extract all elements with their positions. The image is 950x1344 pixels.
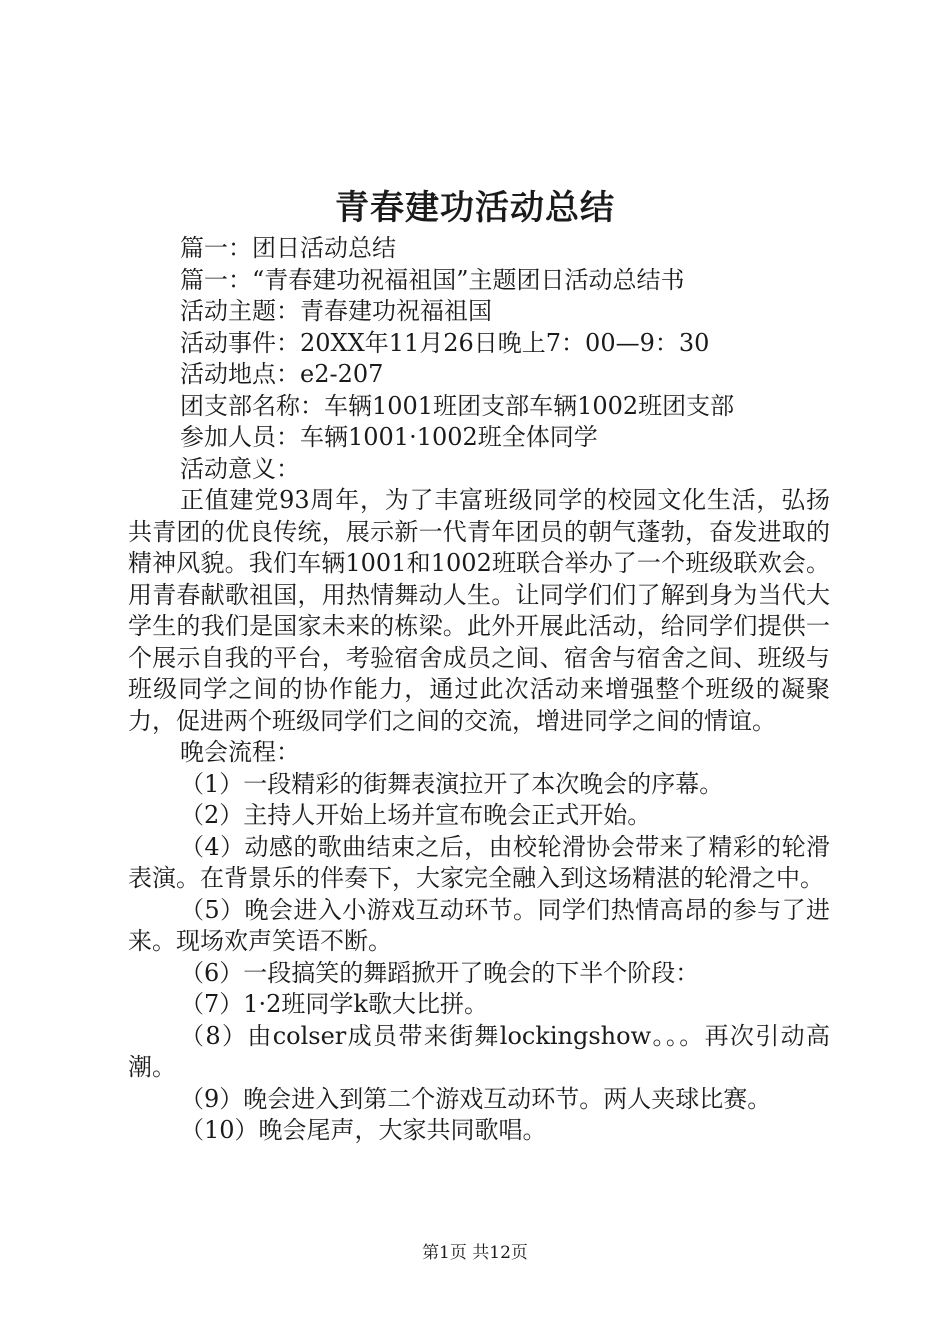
page-footer: 第1页 共12页 xyxy=(422,1243,528,1263)
participants: 参加人员：车辆1001·1002班全体同学 xyxy=(180,423,598,451)
program-item-7: （7）1·2班同学k歌大比拼。 xyxy=(180,990,488,1018)
significance-heading: 活动意义： xyxy=(180,454,300,483)
program-item-6: （6）一段搞笑的舞蹈掀开了晚会的下半个阶段： xyxy=(180,958,700,987)
branch-name: 团支部名称：车辆1001班团支部车辆1002班团支部 xyxy=(180,391,735,420)
significance-paragraph: 正值建党93周年，为了丰富班级同学的校园文化生活，弘扬共青团的优良传统，展示新一代青年团员的朝气蓬勃，奋发进取的精神风貌。我们车辆1001和1002班联合举办了一个班级联欢会。用青春献歌祖国，用热情舞动人生。让同学们们了解到身为当代大学生的我们是国家未来的栋梁。此外开展此活动，给同学们提供一个展示自我的平台，考验宿舍成员之间、宿舍与宿舍之间、班级与班级同学之间的协作能力，通过此次活动来增强整个班级的凝聚力，促进两个班级同学们之间的交流，增进同学之间的情谊。 xyxy=(128,486,830,735)
program-item-5: （5）晚会进入小游戏互动环节。同学们热情高昂的参与了进来。现场欢声笑语不断。 xyxy=(128,895,830,955)
program-item-9: （9）晚会进入到第二个游戏互动环节。两人夹球比赛。 xyxy=(180,1084,772,1113)
activity-location: 活动地点：e2-207 xyxy=(180,360,384,388)
program-item-4: （4）动感的歌曲结束之后，由校轮滑协会带来了精彩的轮滑表演。在背景乐的伴奏下，大家完全融入到这场精湛的轮滑之中。 xyxy=(128,832,830,892)
program-item-2: （2）主持人开始上场并宣布晚会正式开始。 xyxy=(180,801,652,829)
program-item-1: （1）一段精彩的街舞表演拉开了本次晚会的序幕。 xyxy=(180,769,724,798)
activity-time: 活动事件：20XX年11月26日晚上7：00—9：30 xyxy=(180,328,710,357)
program-item-8: （8）由colser成员带来街舞lockingshow。。。再次引动高潮。 xyxy=(128,1021,830,1081)
subsection-heading: 篇一：“青春建功祝福祖国”主题团日活动总结书 xyxy=(180,265,685,294)
activity-theme: 活动主题：青春建功祝福祖国 xyxy=(180,297,492,325)
program-heading: 晚会流程： xyxy=(180,738,300,766)
program-item-10: （10）晚会尾声，大家共同歌唱。 xyxy=(180,1116,547,1144)
document-body xyxy=(128,233,830,1147)
document-title: 青春建功活动总结 xyxy=(335,188,615,228)
section-heading: 篇一：团日活动总结 xyxy=(180,234,396,262)
